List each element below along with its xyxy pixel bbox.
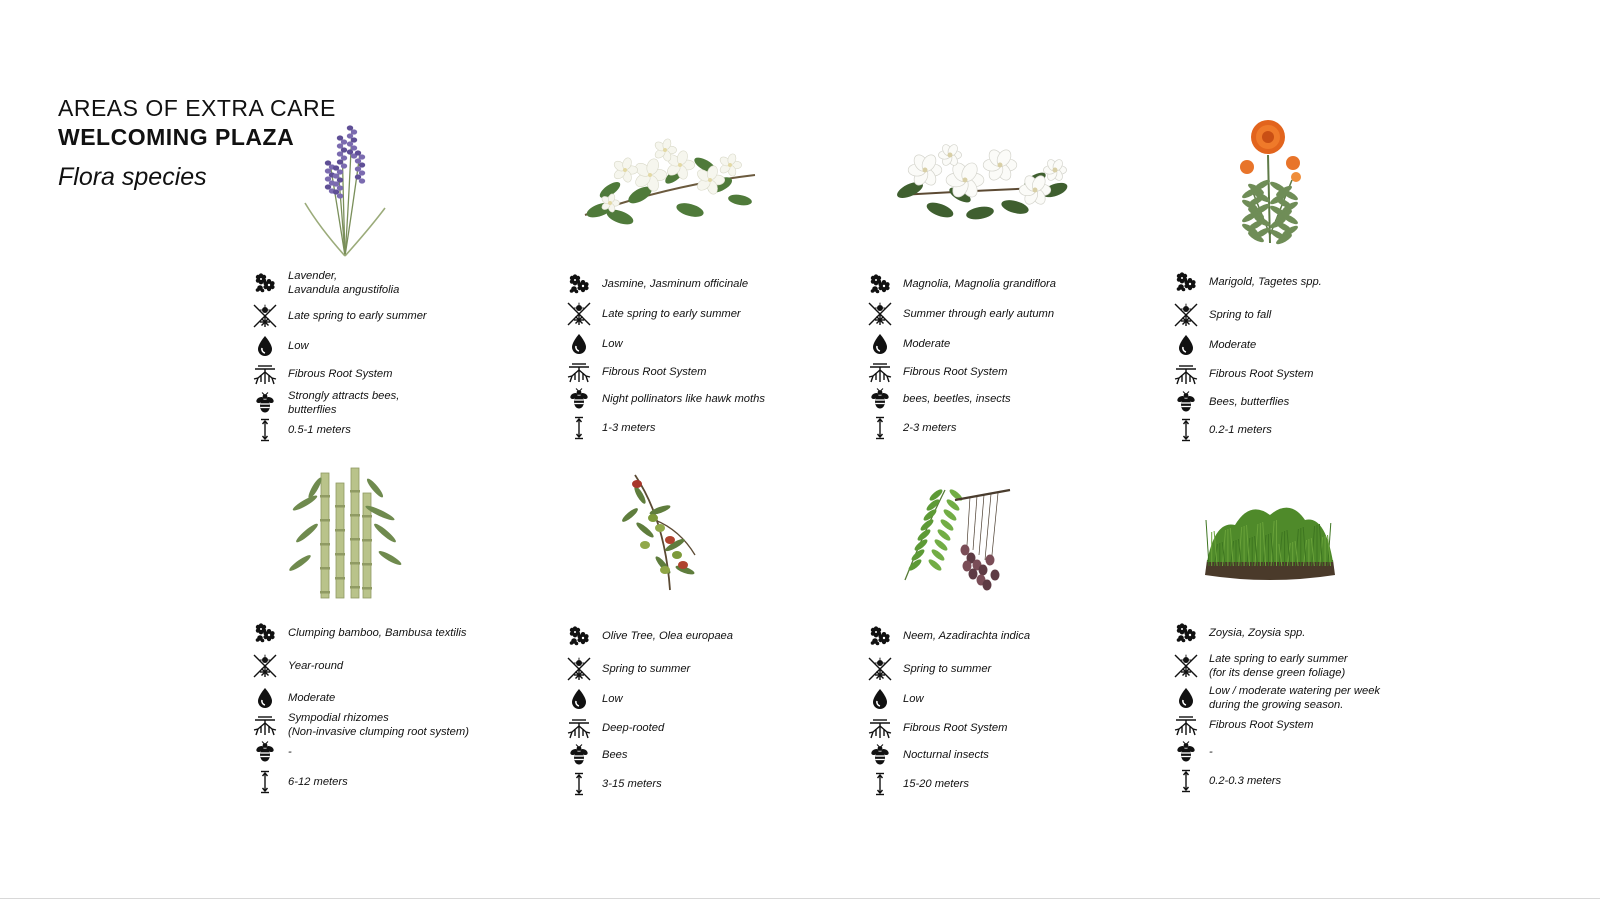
jasmine-root-row bbox=[566, 359, 706, 385]
zoysia-season-text: Late spring to early summer (for its dense green foliage) bbox=[1209, 653, 1348, 679]
jasmine-pollinator-text: Night pollinators like hawk moths bbox=[602, 393, 765, 405]
bee-icon bbox=[566, 386, 592, 412]
lavender-season-row bbox=[252, 303, 427, 329]
marigold-pollinator-row bbox=[1173, 389, 1289, 415]
water-drop-icon bbox=[867, 686, 893, 712]
flower-cluster-icon bbox=[252, 270, 278, 296]
zoysia-pollinator-row bbox=[1173, 739, 1213, 765]
olive-illustration bbox=[615, 470, 705, 595]
bamboo-season-row bbox=[252, 653, 343, 679]
bee-icon bbox=[252, 739, 278, 765]
lavender-name-row bbox=[252, 269, 399, 297]
lavender-name-text: Lavender, Lavandula angustifolia bbox=[288, 270, 400, 296]
header-title-line2: WELCOMING PLAZA bbox=[58, 124, 295, 150]
magnolia-water-text: Moderate bbox=[903, 338, 951, 350]
header-title-line1: AREAS OF EXTRA CARE bbox=[58, 95, 336, 121]
bamboo-name-row bbox=[252, 620, 466, 646]
olive-water-row bbox=[566, 686, 623, 712]
water-drop-icon bbox=[566, 331, 592, 357]
bee-icon bbox=[566, 742, 592, 768]
marigold-water-text: Moderate bbox=[1209, 339, 1257, 351]
header-subtitle: Flora species bbox=[58, 163, 207, 191]
root-system-icon bbox=[566, 715, 592, 741]
lavender-height-row bbox=[252, 417, 351, 443]
olive-height-row bbox=[566, 771, 662, 797]
height-arrow-icon bbox=[867, 415, 893, 441]
bamboo-water-text: Moderate bbox=[288, 692, 336, 704]
bee-icon bbox=[867, 386, 893, 412]
neem-illustration bbox=[895, 470, 1015, 600]
olive-season-row bbox=[566, 656, 690, 682]
marigold-height-row bbox=[1173, 417, 1272, 443]
bamboo-water-row bbox=[252, 685, 335, 711]
lavender-height-text: 0.5-1 meters bbox=[288, 424, 351, 436]
bamboo-pollinator-row bbox=[252, 739, 292, 765]
zoysia-season-row bbox=[1173, 652, 1348, 680]
olive-height-text: 3-15 meters bbox=[602, 778, 662, 790]
olive-season-text: Spring to summer bbox=[602, 663, 691, 675]
olive-root-text: Deep-rooted bbox=[602, 722, 665, 734]
height-arrow-icon bbox=[566, 415, 592, 441]
bamboo-pollinator-text: - bbox=[288, 746, 292, 758]
zoysia-pollinator-text: - bbox=[1209, 746, 1213, 758]
marigold-name-text: Marigold, Tagetes spp. bbox=[1209, 276, 1322, 288]
magnolia-name-text: Magnolia, Magnolia grandiflora bbox=[903, 278, 1056, 290]
neem-pollinator-row bbox=[867, 742, 989, 768]
magnolia-pollinator-row bbox=[867, 386, 1011, 412]
snowflake-sun-cross-icon bbox=[566, 301, 592, 327]
bamboo-root-text: Sympodial rhizomes (Non-invasive clumping root system) bbox=[288, 712, 469, 738]
flower-cluster-icon bbox=[1173, 269, 1199, 295]
marigold-season-text: Spring to fall bbox=[1209, 309, 1272, 321]
marigold-height-text: 0.2-1 meters bbox=[1209, 424, 1272, 436]
lavender-water-text: Low bbox=[288, 340, 309, 352]
flower-cluster-icon bbox=[867, 623, 893, 649]
lavender-pollinator-row bbox=[252, 389, 399, 417]
flower-cluster-icon bbox=[1173, 620, 1199, 646]
neem-pollinator-text: Nocturnal insects bbox=[903, 749, 989, 761]
jasmine-height-row bbox=[566, 415, 655, 441]
snowflake-sun-cross-icon bbox=[252, 653, 278, 679]
snowflake-sun-cross-icon bbox=[867, 656, 893, 682]
marigold-season-row bbox=[1173, 302, 1271, 328]
olive-pollinator-row bbox=[566, 742, 628, 768]
marigold-root-row bbox=[1173, 361, 1313, 387]
zoysia-name-text: Zoysia, Zoysia spp. bbox=[1209, 627, 1306, 639]
neem-height-text: 15-20 meters bbox=[903, 778, 969, 790]
zoysia-illustration bbox=[1195, 490, 1345, 580]
marigold-water-row bbox=[1173, 332, 1256, 358]
jasmine-water-row bbox=[566, 331, 623, 357]
neem-water-row bbox=[867, 686, 924, 712]
zoysia-height-text: 0.2-0.3 meters bbox=[1209, 775, 1282, 787]
magnolia-season-row bbox=[867, 301, 1054, 327]
bamboo-illustration bbox=[285, 463, 405, 603]
magnolia-height-text: 2-3 meters bbox=[903, 422, 957, 434]
lavender-pollinator-text: Strongly attracts bees, butterflies bbox=[288, 390, 400, 416]
root-system-icon bbox=[252, 712, 278, 738]
flower-cluster-icon bbox=[867, 271, 893, 297]
jasmine-height-text: 1-3 meters bbox=[602, 422, 656, 434]
marigold-name-row bbox=[1173, 269, 1322, 295]
jasmine-pollinator-row bbox=[566, 386, 765, 412]
olive-name-row bbox=[566, 623, 733, 649]
zoysia-root-row bbox=[1173, 712, 1313, 738]
olive-water-text: Low bbox=[602, 693, 623, 705]
height-arrow-icon bbox=[1173, 768, 1199, 794]
zoysia-name-row bbox=[1173, 620, 1305, 646]
bamboo-name-text: Clumping bamboo, Bambusa textilis bbox=[288, 627, 467, 639]
magnolia-pollinator-text: bees, beetles, insects bbox=[903, 393, 1011, 405]
flower-cluster-icon bbox=[566, 623, 592, 649]
neem-name-row bbox=[867, 623, 1030, 649]
bee-icon bbox=[867, 742, 893, 768]
marigold-illustration bbox=[1220, 115, 1320, 245]
root-system-icon bbox=[252, 361, 278, 387]
water-drop-icon bbox=[566, 686, 592, 712]
height-arrow-icon bbox=[1173, 417, 1199, 443]
olive-root-row bbox=[566, 715, 664, 741]
lavender-water-row bbox=[252, 333, 309, 359]
lavender-illustration bbox=[290, 108, 400, 258]
magnolia-root-row bbox=[867, 359, 1007, 385]
water-drop-icon bbox=[867, 331, 893, 357]
snowflake-sun-cross-icon bbox=[566, 656, 592, 682]
marigold-root-text: Fibrous Root System bbox=[1209, 368, 1314, 380]
snowflake-sun-cross-icon bbox=[867, 301, 893, 327]
neem-water-text: Low bbox=[903, 693, 924, 705]
bamboo-root-row bbox=[252, 711, 469, 739]
zoysia-water-text: Low / moderate watering per week during the growing season. bbox=[1209, 685, 1381, 711]
lavender-root-row bbox=[252, 361, 392, 387]
root-system-icon bbox=[867, 715, 893, 741]
root-system-icon bbox=[1173, 361, 1199, 387]
neem-root-row bbox=[867, 715, 1007, 741]
root-system-icon bbox=[566, 359, 592, 385]
olive-name-text: Olive Tree, Olea europaea bbox=[602, 630, 734, 642]
bottom-divider bbox=[0, 898, 1600, 899]
flower-cluster-icon bbox=[252, 620, 278, 646]
jasmine-water-text: Low bbox=[602, 338, 623, 350]
magnolia-water-row bbox=[867, 331, 950, 357]
magnolia-root-text: Fibrous Root System bbox=[903, 366, 1008, 378]
bee-icon bbox=[1173, 389, 1199, 415]
jasmine-root-text: Fibrous Root System bbox=[602, 366, 707, 378]
neem-name-text: Neem, Azadirachta indica bbox=[903, 630, 1031, 642]
neem-height-row bbox=[867, 771, 969, 797]
zoysia-water-row bbox=[1173, 684, 1380, 712]
neem-season-text: Spring to summer bbox=[903, 663, 992, 675]
root-system-icon bbox=[1173, 712, 1199, 738]
jasmine-name-row bbox=[566, 271, 748, 297]
water-drop-icon bbox=[1173, 685, 1199, 711]
jasmine-illustration bbox=[580, 125, 760, 235]
height-arrow-icon bbox=[252, 769, 278, 795]
magnolia-height-row bbox=[867, 415, 956, 441]
jasmine-name-text: Jasmine, Jasminum officinale bbox=[602, 278, 749, 290]
root-system-icon bbox=[867, 359, 893, 385]
neem-root-text: Fibrous Root System bbox=[903, 722, 1008, 734]
snowflake-sun-cross-icon bbox=[1173, 302, 1199, 328]
lavender-root-text: Fibrous Root System bbox=[288, 368, 393, 380]
neem-season-row bbox=[867, 656, 991, 682]
zoysia-height-row bbox=[1173, 768, 1281, 794]
bee-icon bbox=[252, 390, 278, 416]
water-drop-icon bbox=[252, 685, 278, 711]
lavender-season-text: Late spring to early summer bbox=[288, 310, 427, 322]
height-arrow-icon bbox=[566, 771, 592, 797]
height-arrow-icon bbox=[867, 771, 893, 797]
water-drop-icon bbox=[252, 333, 278, 359]
marigold-pollinator-text: Bees, butterflies bbox=[1209, 396, 1290, 408]
bee-icon bbox=[1173, 739, 1199, 765]
jasmine-season-row bbox=[566, 301, 741, 327]
water-drop-icon bbox=[1173, 332, 1199, 358]
magnolia-name-row bbox=[867, 271, 1056, 297]
zoysia-root-text: Fibrous Root System bbox=[1209, 719, 1314, 731]
snowflake-sun-cross-icon bbox=[1173, 653, 1199, 679]
flower-cluster-icon bbox=[566, 271, 592, 297]
jasmine-season-text: Late spring to early summer bbox=[602, 308, 741, 320]
bamboo-height-row bbox=[252, 769, 348, 795]
bamboo-height-text: 6-12 meters bbox=[288, 776, 348, 788]
snowflake-sun-cross-icon bbox=[252, 303, 278, 329]
bamboo-season-text: Year-round bbox=[288, 660, 344, 672]
magnolia-illustration bbox=[895, 135, 1070, 230]
magnolia-season-text: Summer through early autumn bbox=[903, 308, 1055, 320]
height-arrow-icon bbox=[252, 417, 278, 443]
olive-pollinator-text: Bees bbox=[602, 749, 628, 761]
